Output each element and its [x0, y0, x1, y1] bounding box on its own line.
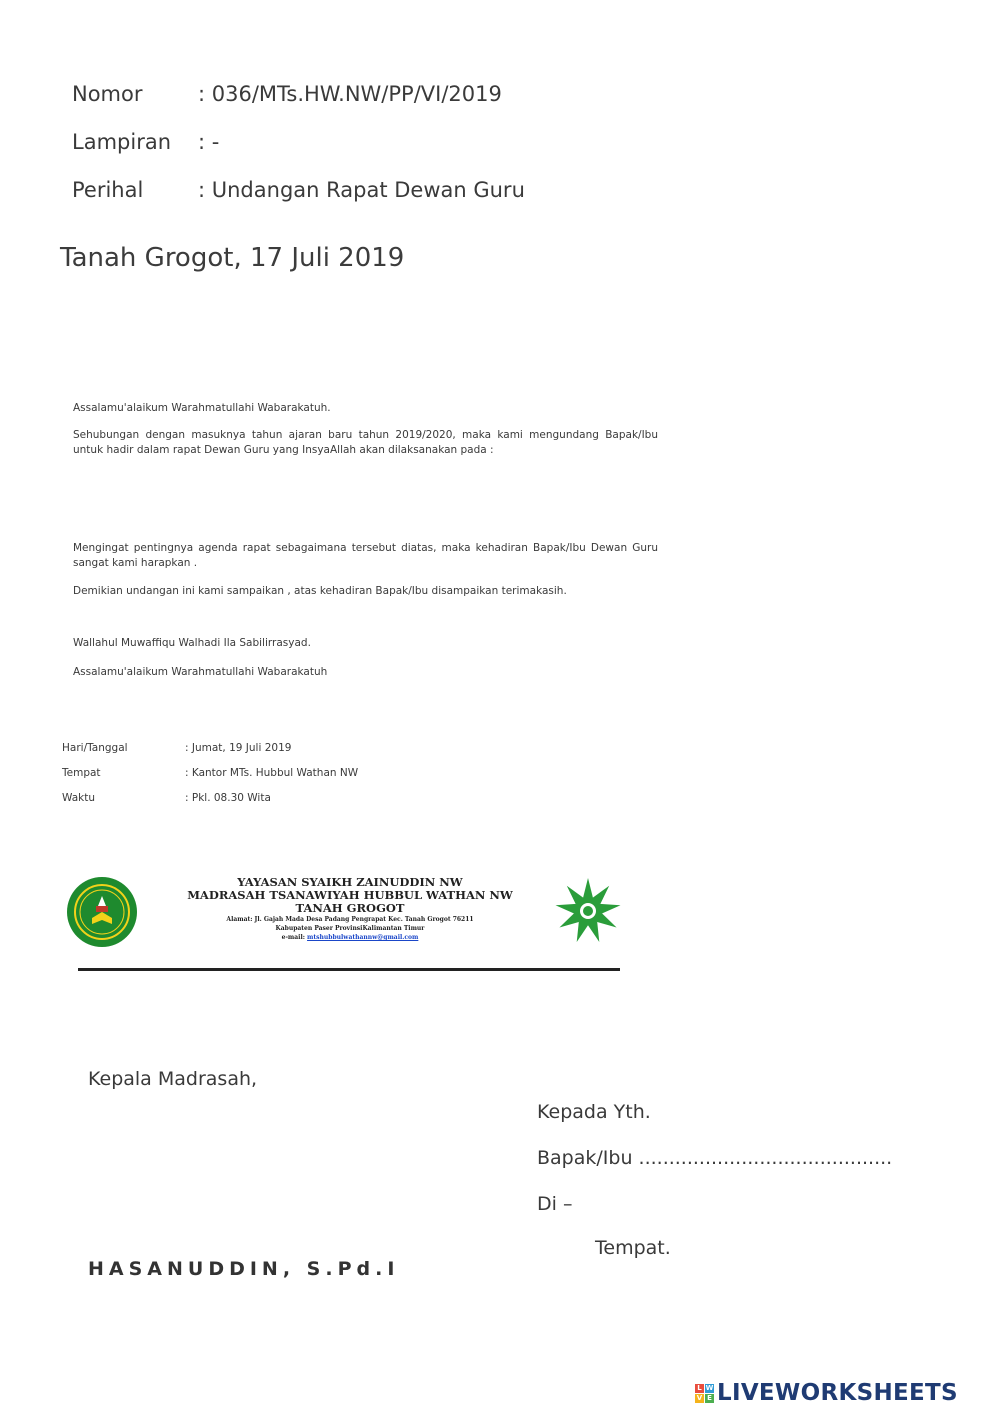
perihal-label: Perihal — [72, 178, 144, 202]
detail-value: : Jumat, 19 Juli 2019 — [185, 742, 292, 754]
closing-paragraph: Demikian undangan ini kami sampaikan , atas kehadiran Bapak/Ibu disampaikan terimakasih. — [73, 585, 567, 597]
salam-text: Assalamu'alaikum Warahmatullahi Wabarakatuh — [73, 666, 328, 678]
letterhead-divider — [78, 968, 620, 971]
kemenag-logo-icon — [66, 876, 138, 948]
letterhead-email-line — [160, 933, 540, 942]
letterhead-school: MADRASAH TSANAWIYAH HUBBUL WATHAN NW — [187, 888, 513, 902]
detail-value: : Kantor MTs. Hubbul Wathan NW — [185, 767, 359, 779]
nomor-value: : 036/MTs.HW.NW/PP/VI/2019 — [198, 82, 502, 106]
logo-letter: L — [695, 1384, 704, 1393]
letterhead-region: Kabupaten Paser ProvinsiKalimantan Timur — [275, 925, 425, 932]
recipient-di: Di – — [537, 1193, 573, 1215]
logo-letter: W — [705, 1383, 714, 1392]
detail-label: Waktu — [62, 792, 95, 804]
logo-letter: V — [696, 1393, 703, 1402]
liveworksheets-logo-icon — [695, 1384, 714, 1403]
perihal-value: : Undangan Rapat Dewan Guru — [198, 178, 525, 202]
lampiran-value: : - — [198, 130, 220, 154]
nahdlatul-wathan-star-icon — [552, 876, 624, 946]
email-link[interactable]: mtshubbulwathannw@gmail.com — [307, 934, 419, 941]
wallahul-text: Wallahul Muwaffiqu Walhadi Ila Sabilirrasyad. — [73, 637, 311, 649]
liveworksheets-brand[interactable] — [695, 1380, 958, 1406]
lampiran-label: Lampiran — [72, 130, 172, 154]
greeting-text: Assalamu'alaikum Warahmatullahi Wabarakatuh. — [73, 402, 331, 414]
detail-value: : Pkl. 08.30 Wita — [185, 792, 271, 804]
recipient-kepada: Kepada Yth. — [537, 1101, 651, 1123]
letterhead-city: TANAH GROGOT — [295, 901, 405, 915]
importance-paragraph: Mengingat pentingnya agenda rapat sebagaimana tersebut diatas, maka kehadiran Bapak/Ibu Dewan Guru sangat kami harapkan . — [73, 542, 658, 569]
principal-signatory: HASANUDDIN, S.Pd.I — [88, 1258, 400, 1280]
detail-label: Tempat — [62, 767, 101, 779]
liveworksheets-wordmark: LIVEWORKSHEETS — [717, 1380, 958, 1406]
letterhead-address: Alamat: Jl. Gajah Mada Desa Padang Pengrapat Kec. Tanah Grogot 76211 — [226, 916, 474, 923]
principal-title: Kepala Madrasah, — [88, 1068, 258, 1090]
recipient-name-line: Bapak/Ibu .......................................... — [537, 1147, 893, 1169]
nomor-label: Nomor — [72, 82, 143, 106]
recipient-tempat: Tempat. — [595, 1237, 671, 1259]
logo-letter: E — [705, 1394, 714, 1403]
intro-paragraph: Sehubungan dengan masuknya tahun ajaran baru tahun 2019/2020, maka kami mengundang Bapak/Ibu untuk hadir dalam rapat Dewan Guru yang InsyaAllah akan dilaksanakan pada : — [73, 429, 658, 456]
place-date: Tanah Grogot, 17 Juli 2019 — [60, 243, 405, 273]
detail-label: Hari/Tanggal — [62, 742, 128, 754]
letterhead-foundation: YAYASAN SYAIKH ZAINUDDIN NW — [237, 875, 463, 889]
email-label: e-mail: — [281, 934, 305, 941]
